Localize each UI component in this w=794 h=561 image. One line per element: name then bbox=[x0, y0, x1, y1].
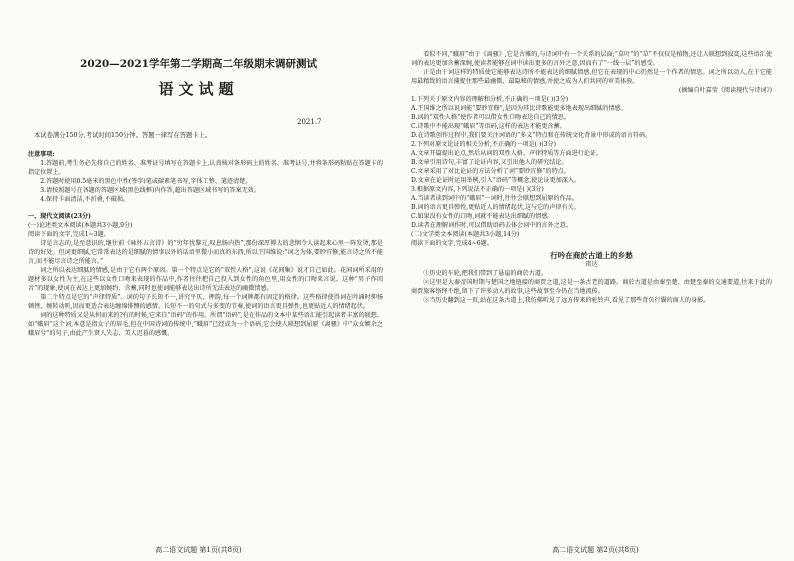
notice-4: 4.保持卡面清洁,不折叠,不破损。 bbox=[40, 196, 130, 203]
option: A.王国维之所以说词能“要眇宜修”,是因为其比诗歌能更多地表现出细腻的情感。 bbox=[411, 105, 627, 112]
option: D.在诗歌创作过程中,我们要关注词语的“多义”特点和在传统文化背景中形成的语言符码。 bbox=[411, 132, 652, 139]
passage-paragraph: 词之所以表达细腻的情感,是由于它有两个原因。第一个特点是它的“双性人格”,这说《花间集》说才自己如此。花间词所采用的题材多以女性为主,在这些以女性口吻来表现的作品中,作者往往把自己投入到女性的角色里,用女性的口吻来言说。这种“男子作闺音”的现象,使词在表达上更加婉约、含蓄,同时也使词能够表达出诗所无法表达的幽微情感。 bbox=[28, 267, 383, 292]
page-right bbox=[397, 0, 794, 561]
right-column bbox=[411, 50, 772, 305]
option: C.诗歌中不能出现“蛾眉”等语码,这样的表达才能更含蓄。 bbox=[411, 123, 566, 130]
instruction: 阅读下面的文字,完成1~3题。 bbox=[28, 231, 110, 238]
option: D.文章在论证时运用举例,引入“语码”等概念,使论证更加深入。 bbox=[411, 177, 581, 184]
passage-paragraph: 看似不同,“蛾眉”由于《离骚》,它是古雅的,与诗词中有一个关系的层面;“草叶”的“草”不仅仅是植物,还让人联想到寂寞,这些语汇使词的表达更加含蓄深婉,使读者能够在词中读出更多的言外之意,因而有了“一线一层”的感受。 bbox=[411, 51, 772, 67]
story-paragraph: ①历史的车轮,把我们带到了悬崖的商於古道。 bbox=[423, 270, 547, 277]
passage-paragraph: 第二个特点是它的“声律特质”。词的句子长短不一,讲究平仄、押韵,每一个词牌都有固定的格律。这些格律使得词在吟诵时抑扬顿挫、婉转动听,因而更适合表达缠绵悱恻的感情。长短不一的句式与多变的节奏,使词的语言更具弹性,也更贴近人的情绪起伏。 bbox=[28, 294, 383, 310]
question-1: 1.下列关于原文内容的理解和分析,不正确的一项是( )(3分) bbox=[411, 96, 569, 103]
option: C.如果没有女性的口吻,词就不能表达出细腻的情感。 bbox=[411, 213, 554, 220]
notice-3: 3.请按照题号在各题的答题区域(黑色线框)内作答,超出答题区域书写的答案无效。 bbox=[40, 187, 260, 194]
notice-heading: 注意事项: bbox=[28, 151, 55, 158]
exam-date: 2021.7 bbox=[297, 118, 322, 126]
story-paragraph: ②这里是大秦帝国时期与楚国之地链接的商贾之道,这是一条古老的道路。商於古道是由秦至楚、由楚至秦的交通要道,往来于此的商贾旅客络绎不绝,留下了许多动人的故事,这些故事至今仍在当地流传。 bbox=[411, 279, 772, 295]
subsection-heading: (二)文学类文本阅读(本题共3小题,14分) bbox=[411, 231, 520, 238]
option: B.词的语言更具弹性,更贴近人的情绪起伏,这与它的声律有关。 bbox=[411, 204, 580, 211]
option: B.文章引用诗句,丰富了论证内容,又引出他人的研究结论。 bbox=[411, 159, 568, 166]
subject-title: 语文试题 bbox=[158, 80, 239, 98]
question-2: 2.下列对原文论证的相关分析,不正确的一项是( )(3分) bbox=[411, 141, 556, 148]
subsection-heading: (一)论述类文本阅读(本题共3小题,9分) bbox=[28, 222, 133, 229]
page-footer: 高二语文试题 第2页(共8页) bbox=[552, 546, 639, 554]
notice-2: 2.答题时使用0.5毫米的黑色中性(签字)笔或碳素笔书写,字体工整、笔迹清楚。 bbox=[40, 178, 252, 185]
option: A.当读者读到词中的“蛾眉”一词时,往往会联想到屈原的作品。 bbox=[411, 195, 578, 202]
passage-paragraph: 正是由于词这样的特质使它能够表达诗所不能表达的细腻情感,但它在表现的中心仍然是一个作者的情思。词之所以动人,在于它能用最精致的语言捕捉住那些最幽微、最隐秘的情感,并使之成为人们共同的审美体验。 bbox=[411, 69, 772, 85]
story-title: 行吟在商於古道上的乡愁 bbox=[550, 251, 633, 260]
option: A.文章开篇提出论点,然后从词的双性人格、声律特质等方面进行论证。 bbox=[411, 150, 603, 157]
left-column bbox=[28, 150, 383, 338]
passage-paragraph: 诗是言志的,是至意识的,继往前《咏怀五言诗》的“穷年忧黎元,叹息肠内热”,那份深厚博大的悲悯令人读起来心里一阵发烫,那是诗的好处。但词更细腻,它常常表达的是细腻的情事以外的话语里微小而真的东西,所以王国维说:“词之为体,要眇宜修,能言诗之所不能言,而不能尽言诗之所能言。” bbox=[28, 240, 383, 265]
instruction: 阅读下面的文字,完成4~6题。 bbox=[411, 240, 493, 247]
section-heading: 一、现代文阅读(23分) bbox=[28, 213, 91, 220]
page-footer: 高二语文试题 第1页(共8页) bbox=[155, 546, 242, 554]
option: B.词的“双性人格”使作者可以借女性口吻表达自己的情思。 bbox=[411, 114, 570, 121]
notice-1: 1.答题前,考生务必先将自己的姓名、准考证号填写在答题卡上,认真核对条形码上的姓名、准考证号,并将条形码粘贴在答题卡的指定位置上。 bbox=[28, 160, 383, 176]
story-author: 雷达 bbox=[585, 261, 598, 268]
option: C.文章采用了对比论证的方法分析了词“要眇宜修”的特点。 bbox=[411, 168, 570, 175]
exam-note: 本试卷满分150分,考试时间150分钟。答题一律写在答题卡上。 bbox=[34, 132, 212, 139]
question-3: 3.根据原文内容,下列说法不正确的一项是( )(3分) bbox=[411, 186, 544, 193]
story-paragraph: ③当历史翻到这一页,站在这条古道上,我仿佛听见了远方传来的驼铃声,看见了那些背负行囊的商人的身影。 bbox=[423, 297, 710, 304]
option: D.读者在理解词作时,可以借助语码去体会词中的言外之意。 bbox=[411, 222, 572, 229]
passage-paragraph: 词的这种特质又是从何而来的?有的时候,它来自“语码”的作用。所谓“语码”,是在作品的文本中某些语汇能引起读者丰富的联想。如“蛾眉”这个词,本意是指女子的眉毛,但在中国诗词的传统中,“蛾眉”已经成为一个语码,它会使人联想到屈原《离骚》中“众女嫉余之蛾眉兮”的句子,由此产生贤人失志、美人迟暮的感慨。 bbox=[28, 312, 383, 337]
passage-source: (摘编自叶嘉莹《阅读现代与诗词》) bbox=[678, 87, 772, 94]
exam-title: 2020—2021学年第二学期高二年级期末调研测试 bbox=[80, 58, 317, 70]
